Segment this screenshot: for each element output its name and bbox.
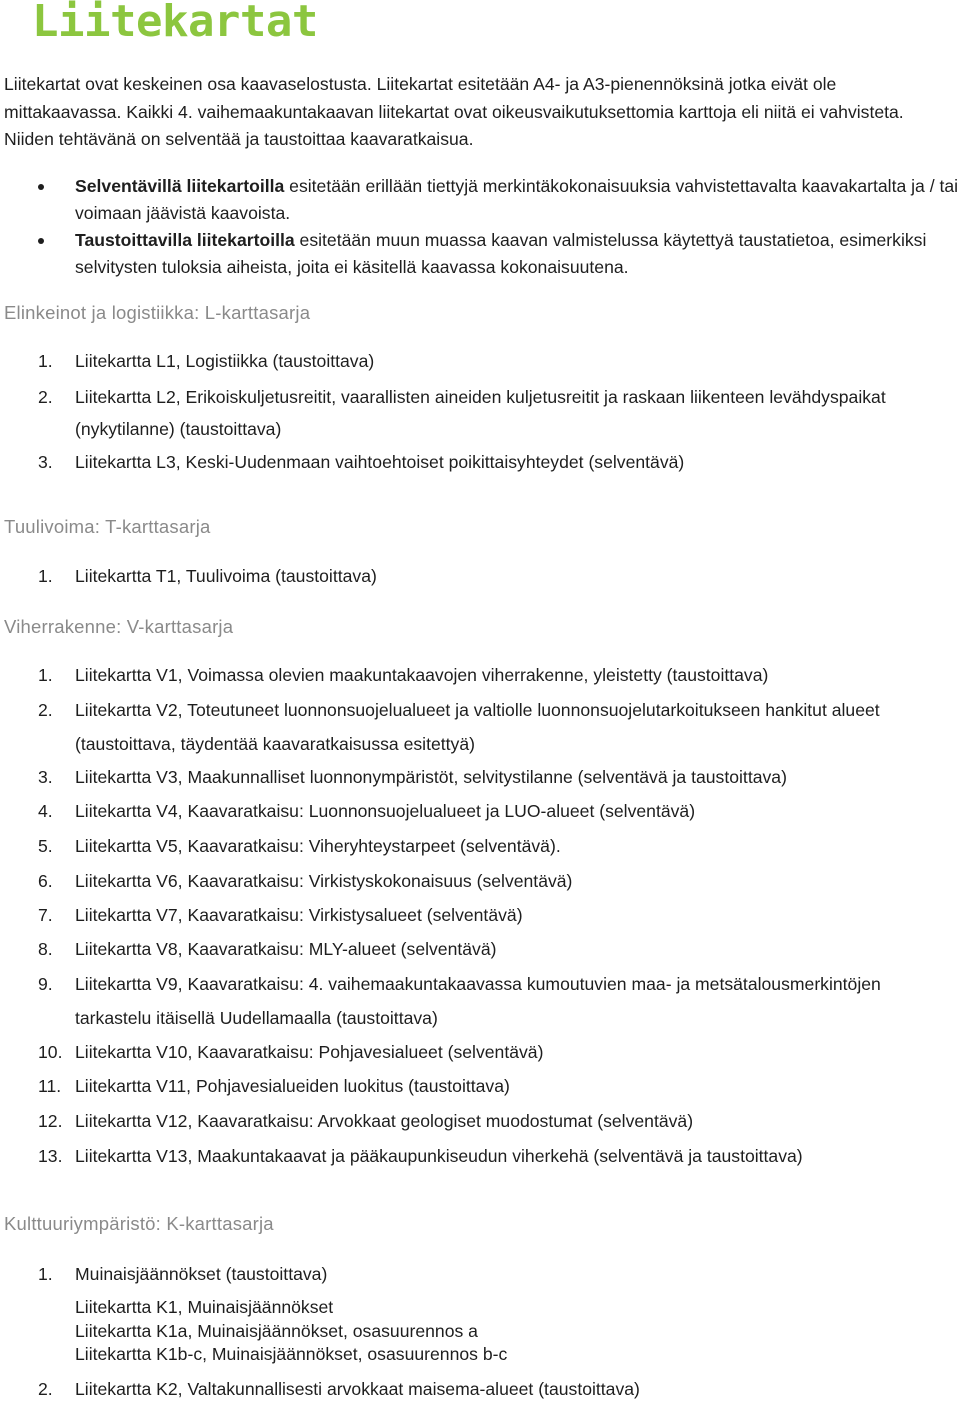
item-text: Liitekartta V10, Kaavaratkaisu: Pohjavesialueet (selventävä) <box>75 1042 544 1062</box>
bullet-text: esitetään muun muassa kaavan valmistelussa käytettyä taustatietoa, esimerkiksi selvitysten tuloksia aiheista, joita ei käsitellä kaavassa kokonaisuutena. <box>75 230 927 277</box>
item-text: Liitekartta V11, Pohjavesialueiden luokitus (taustoittava) <box>75 1076 510 1096</box>
item-text: Liitekartta V12, Kaavaratkaisu: Arvokkaat geologiset muodostumat (selventävä) <box>75 1111 694 1131</box>
list-l <box>0 347 960 477</box>
list-item <box>0 763 960 792</box>
list-item <box>0 693 960 761</box>
list-item <box>0 1107 960 1136</box>
intro-paragraph: Liitekartat ovat keskeinen osa kaavaselostusta. Liitekartat esitetään A4- ja A3-pienennöksinä jotka eivät ole mittakaavassa. Kaikki 4. vaihemaakuntakaavan liitekartat ovat oikeusvaikutuksettomia karttoja eli niitä ei vahvisteta. Niiden tehtävänä on selventää ja taustoittaa kaavaratkaisua. <box>4 74 904 149</box>
list-item <box>0 1038 960 1067</box>
item-number: 2. <box>38 387 53 407</box>
item-text: Liitekartta V9, Kaavaratkaisu: 4. vaihemaakuntakaavassa kumoutuvien maa- ja metsätalousmerkintöjen tarkastelu itäisellä Uudellamaalla (taustoittava) <box>75 974 881 1028</box>
bullet-icon <box>38 238 44 244</box>
item-number: 8. <box>38 939 53 959</box>
list-item <box>0 935 960 964</box>
list-item <box>0 1375 960 1404</box>
bullet-bold-term: Selventävillä liitekartoilla <box>75 176 285 196</box>
bullet-icon <box>38 184 44 190</box>
item-text: Liitekartta V6, Kaavaratkaisu: Virkistyskokonaisuus (selventävä) <box>75 871 573 891</box>
item-number: 5. <box>38 836 53 856</box>
section-heading-k: Kulttuuriympäristö: K-karttasarja <box>4 1213 274 1234</box>
item-number: 3. <box>38 452 53 472</box>
bullet-item <box>0 227 960 281</box>
item-number: 12. <box>38 1111 63 1131</box>
item-text: Liitekartta V4, Kaavaratkaisu: Luonnonsuojelualueet ja LUO-alueet (selventävä) <box>75 801 696 821</box>
item-text: Liitekartta V7, Kaavaratkaisu: Virkistysalueet (selventävä) <box>75 905 523 925</box>
item-number: 4. <box>38 801 53 821</box>
list-item <box>0 901 960 930</box>
list-item <box>0 797 960 826</box>
item-number: 10. <box>38 1042 63 1062</box>
item-number: 1. <box>38 665 53 685</box>
item-text: Liitekartta V5, Kaavaratkaisu: Viheryhteystarpeet (selventävä). <box>75 836 561 856</box>
list-item <box>0 562 960 591</box>
bullet-bold-term: Taustoittavilla liitekartoilla <box>75 230 295 250</box>
item-number: 1. <box>38 566 53 586</box>
item-text: Liitekartta K2, Valtakunnallisesti arvokkaat maisema-alueet (taustoittava) <box>75 1379 640 1399</box>
list-item <box>0 967 960 1035</box>
list-item <box>0 448 960 477</box>
sub-item: Liitekartta K1, Muinaisjäännökset <box>75 1297 334 1317</box>
item-text: Liitekartta L2, Erikoiskuljetusreitit, vaarallisten aineiden kuljetusreitit ja raskaan liikenteen levähdyspaikat (nykytilanne) (taustoittava) <box>75 387 886 439</box>
sub-item: Liitekartta K1b-c, Muinaisjäännökset, osasuurennos b-c <box>75 1344 508 1364</box>
item-number: 9. <box>38 974 53 994</box>
bullet-item <box>0 173 960 227</box>
k1-sublist <box>75 1296 507 1367</box>
list-k-item2 <box>0 1375 960 1404</box>
item-number: 6. <box>38 871 53 891</box>
item-text: Liitekartta V8, Kaavaratkaisu: MLY-alueet (selventävä) <box>75 939 497 959</box>
item-text: Liitekartta V3, Maakunnalliset luonnonympäristöt, selvitystilanne (selventävä ja taustoittava) <box>75 767 787 787</box>
item-text: Liitekartta L1, Logistiikka (taustoittava) <box>75 351 375 371</box>
item-number: 7. <box>38 905 53 925</box>
item-text: Liitekartta L3, Keski-Uudenmaan vaihtoehtoiset poikittaisyhteydet (selventävä) <box>75 452 685 472</box>
sub-item: Liitekartta K1a, Muinaisjäännökset, osasuurennos a <box>75 1320 478 1341</box>
item-number: 1. <box>38 351 53 371</box>
list-item <box>0 867 960 896</box>
list-item <box>0 1260 960 1289</box>
list-item <box>0 381 960 445</box>
list-item <box>0 1072 960 1101</box>
bullet-text: esitetään erillään tiettyjä merkintäkokonaisuuksia vahvistettavalta kaavakartalta ja / tai voimaan jäävistä kaavoista. <box>75 176 959 223</box>
item-number: 1. <box>38 1264 53 1284</box>
section-heading-l: Elinkeinot ja logistiikka: L-karttasarja <box>4 302 311 323</box>
list-t <box>0 562 960 591</box>
bullet-list <box>0 173 960 281</box>
item-number: 2. <box>38 700 53 720</box>
item-text: Liitekartta T1, Tuulivoima (taustoittava) <box>75 566 377 586</box>
item-number: 2. <box>38 1379 53 1399</box>
list-item <box>0 1142 960 1171</box>
section-heading-v: Viherrakenne: V-karttasarja <box>4 616 234 637</box>
item-number: 11. <box>38 1076 62 1096</box>
item-number: 3. <box>38 767 53 787</box>
page-title: Liitekartat <box>32 0 318 47</box>
item-text: Liitekartta V1, Voimassa olevien maakuntakaavojen viherrakenne, yleistetty (taustoittava) <box>75 665 769 685</box>
list-item <box>0 661 960 690</box>
item-text: Muinaisjäännökset (taustoittava) <box>75 1264 328 1284</box>
list-item <box>0 832 960 861</box>
list-v <box>0 661 960 1171</box>
list-k-item1 <box>0 1260 960 1289</box>
item-number: 13. <box>38 1146 63 1166</box>
item-text: Liitekartta V13, Maakuntakaavat ja pääkaupunkiseudun viherkehä (selventävä ja taustoittava) <box>75 1146 803 1166</box>
item-text: Liitekartta V2, Toteutuneet luonnonsuojelualueet ja valtiolle luonnonsuojelutarkoitukseen hankitut alueet (taustoittava, täydentää kaavaratkaisussa esitettyä) <box>75 700 880 754</box>
list-item <box>0 347 960 376</box>
section-heading-t: Tuulivoima: T-karttasarja <box>4 516 211 537</box>
